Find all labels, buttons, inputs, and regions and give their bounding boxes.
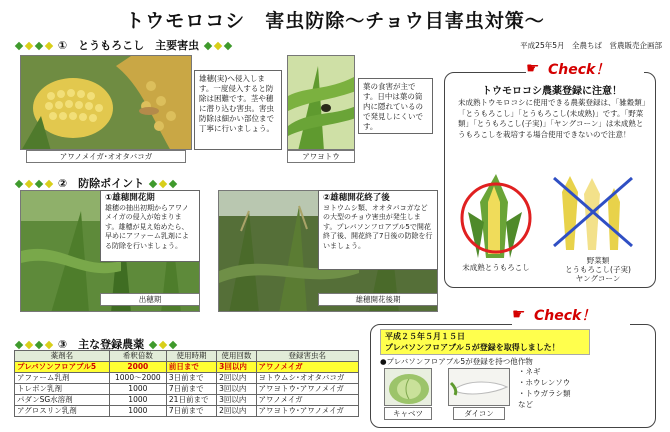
column-header: 薬剤名 [15, 351, 110, 362]
point1-title: ①雄穂開花期 [105, 193, 155, 203]
diamond-icon [204, 42, 212, 50]
diamond-icon [25, 180, 33, 188]
table-row [15, 384, 359, 395]
registration-banner [380, 329, 590, 355]
table-cell: アワヨトウ･アワノメイガ [256, 384, 358, 395]
table-cell: アワノメイガ [256, 395, 358, 406]
pest-note: 葉の食害が主です。日中は葉の筒内に隠れているので発見しにくいです。 [358, 78, 433, 134]
photo-caption: 雄穂開花後期 [318, 293, 438, 306]
diamond-icon [45, 341, 53, 349]
table-header-row [15, 351, 359, 362]
cabbage-photo [384, 368, 432, 406]
table-cell: 1000 [109, 384, 166, 395]
table-cell: ヨトウムシ･オオタバコガ [256, 373, 358, 384]
photo-caption: 出穂期 [100, 293, 200, 306]
diamond-icon [149, 180, 157, 188]
table-row [15, 406, 359, 417]
table-cell: 2回以内 [217, 406, 256, 417]
list-item: ・トウガラシ類 [518, 389, 571, 398]
pesticide-table [14, 350, 359, 417]
table-cell: アワノメイガ [256, 362, 358, 373]
table-cell: トレボン乳剤 [15, 384, 110, 395]
issuer-line: 平成25年5月 全農ちば 営農販売企画部 [520, 41, 662, 50]
diamond-icon [15, 180, 23, 188]
diamond-icon [149, 341, 157, 349]
section3-heading: ③ 主な登録農薬 [14, 336, 178, 352]
diamond-icon [224, 42, 232, 50]
diamond-icon [159, 341, 167, 349]
page-title: トウモロコシ 害虫防除～チョウ目害虫対策～ [125, 10, 545, 32]
banner-text: プレバソンフロアブル５が登録を取得しました！ [385, 343, 560, 352]
check-heading: トウモロコシ農薬登録に注意！ [482, 86, 622, 97]
table-cell: プレバソンフロアブル5 [15, 362, 110, 373]
table-cell: 1000 [109, 406, 166, 417]
check-body: 未成熟トウモロコシに使用できる農薬登録は、「雑穀類」「とうもろこし」「とうもろこし(未成熟)」です。「野菜類」「とうもろこし(子実)」「ヤングコーン」は未成熟とうもろこしを栽培する場合使用できないので注意！ [458, 98, 646, 139]
diamond-icon [15, 341, 23, 349]
column-header: 使用回数 [217, 351, 256, 362]
section2-heading: ② 防除ポイント [14, 175, 178, 191]
immature-corn-illustration [458, 172, 534, 258]
list-item: ・ホウレンソウ [518, 378, 571, 387]
table-cell: アグロスリン乳剤 [15, 406, 110, 417]
table-cell: 21日前まで [166, 395, 216, 406]
diamond-icon [25, 341, 33, 349]
image-caption: 野菜類 とうもろこし(子実) ヤングコーン [565, 256, 631, 283]
table-cell: 3回以内 [217, 395, 256, 406]
table-cell: 2000 [109, 362, 166, 373]
diamond-icon [214, 42, 222, 50]
table-cell: アワヨトウ･アワノメイガ [256, 406, 358, 417]
table-row-highlighted [15, 362, 359, 373]
diamond-icon [169, 341, 177, 349]
table-cell: 7日前まで [166, 384, 216, 395]
diamond-icon [25, 42, 33, 50]
photo-caption: アワノメイガ･オオタバコガ [26, 150, 186, 163]
table-cell: アファーム乳剤 [15, 373, 110, 384]
section1-heading: ① とうもろこし 主要害虫 [14, 37, 233, 53]
diamond-icon [45, 42, 53, 50]
photo-caption: キャベツ [384, 407, 432, 420]
point1-text: 雄穂の抽出初期からアワノメイガの侵入が始まります。雄穂が見え始めたら、早めにアファーム乳剤による防除を行いましょう。 [105, 203, 189, 250]
photo-caption: ダイコン [453, 407, 505, 420]
check-label: ☛ Check！ [526, 58, 644, 80]
table-cell: 1000～2000 [109, 373, 166, 384]
table-cell: 7日前まで [166, 406, 216, 417]
photo-caption: アワヨトウ [287, 150, 355, 163]
other-crops-list [518, 366, 571, 410]
diamond-icon [35, 180, 43, 188]
corn-pest-photo [20, 55, 192, 150]
banner-date: 平成２５年５月１５日 [385, 332, 465, 341]
table-cell: パダンSG水溶剤 [15, 395, 110, 406]
column-header: 希釈倍数 [109, 351, 166, 362]
diamond-icon [45, 180, 53, 188]
diamond-icon [35, 42, 43, 50]
list-item: など [518, 400, 533, 409]
diamond-icon [15, 42, 23, 50]
column-header: 使用時期 [166, 351, 216, 362]
diamond-icon [169, 180, 177, 188]
diamond-icon [159, 180, 167, 188]
point1-box [100, 190, 200, 262]
other-crops-heading: ●プレバソンフロアブル5が登録を持つ他作物 [380, 357, 533, 366]
table-row [15, 373, 359, 384]
table-cell: 前日まで [166, 362, 216, 373]
pest-note: 雄穂(実)へ侵入します。一度侵入すると防除は困難です。茎や穂に潜り込む害虫。害虫防除は細かい部位まで丁寧に行いましょう。 [194, 70, 282, 150]
point2-title: ②雄穂開花終了後 [323, 193, 390, 203]
armyworm-photo [287, 55, 355, 150]
pointing-hand-icon: ☛ [512, 305, 526, 323]
table-cell: 3回以内 [217, 362, 256, 373]
check-label: ☛ Check！ [512, 304, 630, 326]
diamond-icon [35, 341, 43, 349]
table-cell: 1000 [109, 395, 166, 406]
column-header: 登録害虫名 [256, 351, 358, 362]
table-cell: 3日前まで [166, 373, 216, 384]
pointing-hand-icon: ☛ [526, 59, 540, 77]
table-cell: 3回以内 [217, 384, 256, 395]
point2-box [318, 190, 438, 270]
crossed-corn-illustration [548, 172, 638, 252]
table-row [15, 395, 359, 406]
image-caption: 未成熟とうもろこし [462, 263, 530, 272]
list-item: ・ネギ [518, 367, 541, 376]
daikon-photo [448, 368, 510, 406]
point2-text: ヨトウムシ類、オオタバコガなどの大型のチョウ害虫が発生します。プレバソンフロアブル5で開花終了後、開花終了7日後の防除を行いましょう。 [323, 203, 433, 250]
table-cell: 2回以内 [217, 373, 256, 384]
